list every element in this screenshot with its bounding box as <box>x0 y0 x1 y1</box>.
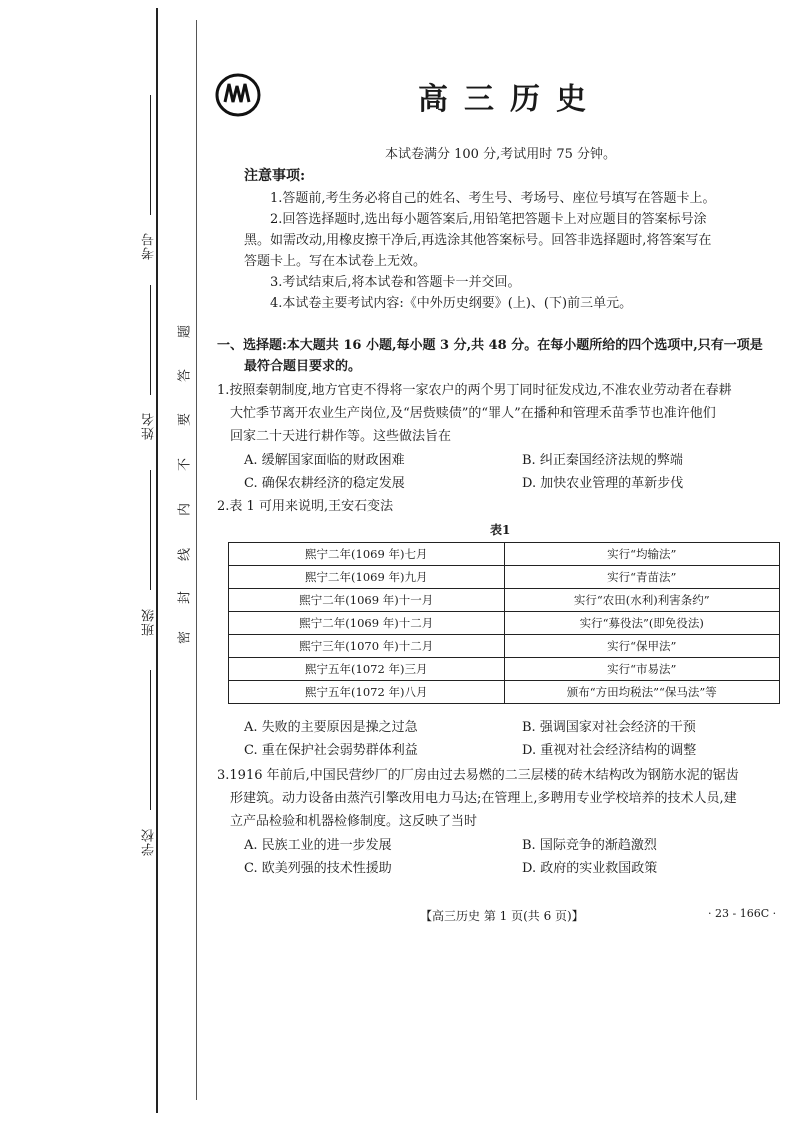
table-cell-policy: 实行“募役法”(即免役法) <box>504 612 780 635</box>
q1-option-b: B. 纠正秦国经济法规的弊端 <box>522 453 683 468</box>
note-line: 黑。如需改动,用橡皮擦干净后,再选涂其他答案标号。回答非选择题时,将答案写在 <box>244 233 712 248</box>
table-row <box>229 589 780 612</box>
field-underline-name <box>150 285 151 395</box>
q2-option-d: D. 重视对社会经济结构的调整 <box>522 743 697 758</box>
section-heading-cont: 最符合题目要求的。 <box>244 359 362 374</box>
note-line: 3.考试结束后,将本试卷和答题卡一并交回。 <box>270 275 521 290</box>
table-cell-policy: 颁布“方田均税法”“保马法”等 <box>504 681 780 704</box>
table-cell-date: 熙宁二年(1069 年)十二月 <box>229 612 505 635</box>
field-label-name: 姓名 <box>142 412 157 440</box>
seal-line <box>196 20 197 1100</box>
question-3-line: 3.1916 年前后,中国民营纱厂的厂房由过去易燃的二三层楼的砖木结构改为钢筋水泥的锯齿 <box>217 768 739 783</box>
field-underline-kaohao <box>150 95 151 215</box>
q2-option-a: A. 失败的主要原因是操之过急 <box>244 720 418 735</box>
note-line: 答题卡上。写在本试卷上无效。 <box>244 254 427 269</box>
table-cell-policy: 实行“市易法” <box>504 658 780 681</box>
q3-option-a: A. 民族工业的进一步发展 <box>244 838 392 853</box>
seal-char: 答 <box>177 369 193 383</box>
table-cell-policy: 实行“均输法” <box>504 543 780 566</box>
reform-table <box>228 542 780 704</box>
question-3-line: 立产品检验和机器检修制度。这反映了当时 <box>230 814 478 829</box>
table-row <box>229 543 780 566</box>
seal-char: 不 <box>177 458 193 472</box>
table-cell-policy: 实行“青苗法” <box>504 566 780 589</box>
notes-heading: 注意事项: <box>244 168 306 184</box>
question-2-stem: 2.表 1 可用来说明,王安石变法 <box>217 499 394 514</box>
field-label-school: 学校 <box>142 828 157 856</box>
q1-option-d: D. 加快农业管理的革新步伐 <box>522 476 684 491</box>
table-cell-policy: 实行“农田(水利)利害条约” <box>504 589 780 612</box>
seal-char: 密 <box>177 631 193 645</box>
table-row <box>229 681 780 704</box>
table-caption: 表1 <box>490 523 511 537</box>
q1-option-a: A. 缓解国家面临的财政困难 <box>244 453 405 468</box>
table-row <box>229 658 780 681</box>
table-row <box>229 612 780 635</box>
table-cell-date: 熙宁二年(1069 年)七月 <box>229 543 505 566</box>
note-line: 2.回答选择题时,选出每小题答案后,用铅笔把答题卡上对应题目的答案标号涂 <box>270 212 707 227</box>
note-line: 4.本试卷主要考试内容:《中外历史纲要》(上)、(下)前三单元。 <box>270 296 633 311</box>
table-row <box>229 635 780 658</box>
seal-char: 内 <box>177 503 193 517</box>
q1-option-c: C. 确保农耕经济的稳定发展 <box>244 476 405 491</box>
question-1-line: 大忙季节离开农业生产岗位,及“居赀赎债”的“罪人”在播种和管理禾苗季节也准许他们 <box>230 406 716 421</box>
question-3-line: 形建筑。动力设备由蒸汽引擎改用电力马达;在管理上,多聘用专业学校培养的技术人员,建 <box>230 791 737 806</box>
exam-code: · 23 - 166C · <box>708 907 777 920</box>
seal-char: 要 <box>177 413 193 427</box>
publisher-logo <box>215 72 261 118</box>
field-label-kaohao: 考号 <box>142 232 157 260</box>
q3-option-b: B. 国际竞争的渐趋激烈 <box>522 838 657 853</box>
table-cell-date: 熙宁二年(1069 年)十一月 <box>229 589 505 612</box>
question-1-line: 1.按照秦朝制度,地方官吏不得将一家农户的两个男丁同时征发戍边,不准农业劳动者在春耕 <box>217 383 732 398</box>
table-cell-date: 熙宁三年(1070 年)十二月 <box>229 635 505 658</box>
question-1-line: 回家二十天进行耕作等。这些做法旨在 <box>230 429 452 444</box>
table-cell-date: 熙宁二年(1069 年)九月 <box>229 566 505 589</box>
field-underline-class <box>150 470 151 590</box>
table-cell-date: 熙宁五年(1072 年)八月 <box>229 681 505 704</box>
note-line: 1.答题前,考生务必将自己的姓名、考生号、考场号、座位号填写在答题卡上。 <box>270 191 716 206</box>
q3-option-d: D. 政府的实业救国政策 <box>522 861 658 876</box>
field-underline-school <box>150 670 151 810</box>
seal-char: 线 <box>177 548 193 562</box>
score-info: 本试卷满分 100 分,考试用时 75 分钟。 <box>385 147 617 162</box>
page-title: 高三历史 <box>418 82 602 117</box>
q3-option-c: C. 欧美列强的技术性援助 <box>244 861 392 876</box>
q2-option-c: C. 重在保护社会弱势群体利益 <box>244 743 418 758</box>
section-heading: 一、选择题:本大题共 16 小题,每小题 3 分,共 48 分。在每小题所给的四个选项中,只有一项是 <box>217 338 763 353</box>
table-cell-date: 熙宁五年(1072 年)三月 <box>229 658 505 681</box>
seal-char: 封 <box>177 591 193 605</box>
binding-border-line <box>156 8 158 1113</box>
field-label-class: 班级 <box>142 608 157 636</box>
q2-option-b: B. 强调国家对社会经济的干预 <box>522 720 696 735</box>
table-row <box>229 566 780 589</box>
seal-char: 题 <box>177 325 193 339</box>
page-footer: 【高三历史 第 1 页(共 6 页)】 <box>420 909 584 923</box>
table-cell-policy: 实行“保甲法” <box>504 635 780 658</box>
